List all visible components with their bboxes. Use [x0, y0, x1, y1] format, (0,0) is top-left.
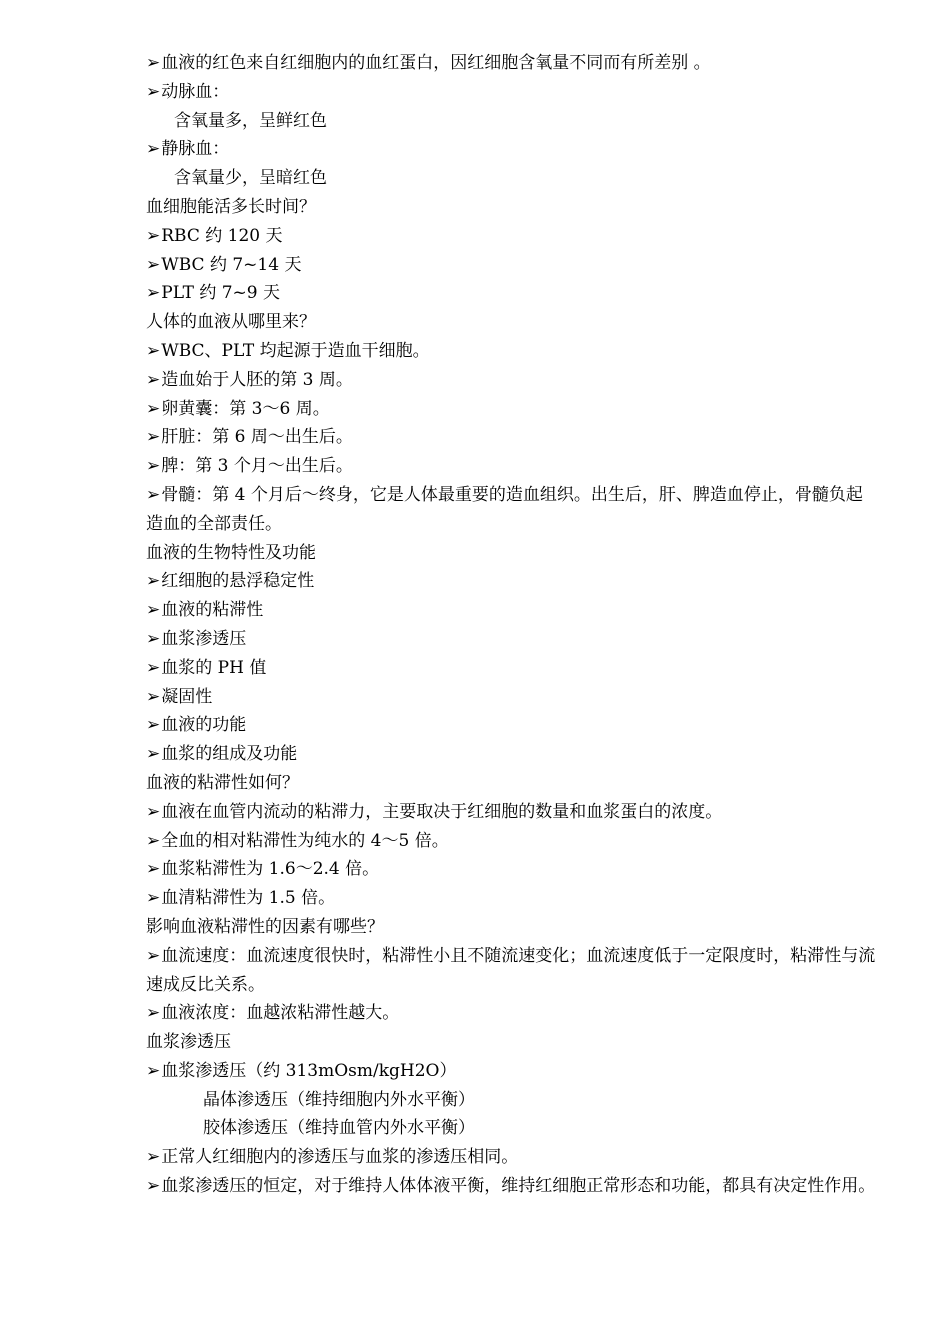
arrow-bullet-icon: ➢ [146, 398, 161, 419]
arrow-bullet-icon: ➢ [146, 1003, 161, 1024]
bullet-item [146, 999, 876, 1028]
bullet-item [146, 279, 876, 308]
line-text: 血浆的 PH 值 [161, 657, 267, 678]
line-text: 正常人红细胞内的渗透压与血浆的渗透压相同。 [161, 1147, 519, 1168]
arrow-bullet-icon: ➢ [146, 1147, 161, 1168]
bullet-item [146, 567, 876, 596]
arrow-bullet-icon: ➢ [146, 686, 161, 707]
line-text: 人体的血液从哪里来？ [146, 312, 316, 333]
arrow-bullet-icon: ➢ [146, 369, 161, 390]
line-text: 胶体渗透压（维持血管内外水平衡） [203, 1118, 475, 1139]
bullet-item [146, 481, 876, 539]
indented-line [146, 164, 876, 193]
bullet-item [146, 711, 876, 740]
bullet-item [146, 337, 876, 366]
bullet-item [146, 251, 876, 280]
arrow-bullet-icon: ➢ [146, 945, 161, 966]
arrow-bullet-icon: ➢ [146, 254, 161, 275]
bullet-item [146, 625, 876, 654]
line-text: 血浆渗透压的恒定，对于维持人体体液平衡，维持红细胞正常形态和功能，都具有决定性作用。 [161, 1176, 876, 1197]
line-text: 含氧量多，呈鲜红色 [174, 110, 327, 131]
arrow-bullet-icon: ➢ [146, 715, 161, 736]
bullet-item [146, 49, 876, 78]
bullet-item [146, 683, 876, 712]
bullet-item [146, 1172, 876, 1201]
bullet-item [146, 135, 876, 164]
heading-line [146, 1028, 876, 1057]
arrow-bullet-icon: ➢ [146, 484, 161, 505]
arrow-bullet-icon: ➢ [146, 888, 161, 909]
line-text: 红细胞的悬浮稳定性 [161, 571, 315, 592]
bullet-item [146, 78, 876, 107]
line-text: 血细胞能活多长时间？ [146, 196, 316, 217]
arrow-bullet-icon: ➢ [146, 53, 161, 73]
line-text: 动脉血： [161, 81, 230, 102]
bullet-item [146, 942, 876, 1000]
bullet-item [146, 366, 876, 395]
indented-line [146, 1086, 876, 1115]
arrow-bullet-icon: ➢ [146, 744, 161, 765]
line-text: RBC 约 120 天 [161, 225, 283, 246]
line-text: 卵黄囊：第 3～6 周。 [161, 398, 330, 419]
bullet-item [146, 452, 876, 481]
arrow-bullet-icon: ➢ [146, 1176, 161, 1197]
arrow-bullet-icon: ➢ [146, 628, 161, 649]
arrow-bullet-icon: ➢ [146, 657, 161, 678]
bullet-item [146, 798, 876, 827]
bullet-item [146, 1057, 876, 1086]
arrow-bullet-icon: ➢ [146, 456, 161, 477]
bullet-item [146, 395, 876, 424]
line-text: 脾：第 3 个月～出生后。 [161, 456, 353, 477]
bullet-item [146, 740, 876, 769]
line-text: 影响血液粘滞性的因素有哪些？ [146, 916, 384, 937]
heading-line [146, 769, 876, 798]
line-text: 血液的生物特性及功能 [146, 542, 316, 563]
line-text: 静脉血： [161, 139, 230, 160]
line-text: 血液浓度：血越浓粘滞性越大。 [161, 1003, 400, 1024]
line-text: 血流速度：血流速度很快时，粘滞性小且不随流速变化；血流速度低于一定限度时，粘滞性与流速成反比关系。 [146, 945, 876, 995]
line-text: WBC、PLT 均起源于造血干细胞。 [161, 340, 430, 361]
bullet-item [146, 596, 876, 625]
indented-line [146, 107, 876, 136]
line-text: 全血的相对粘滞性为纯水的 4～5 倍。 [161, 830, 449, 851]
arrow-bullet-icon: ➢ [146, 139, 161, 160]
line-text: 血浆粘滞性为 1.6～2.4 倍。 [161, 859, 380, 880]
line-text: 含氧量少，呈暗红色 [174, 168, 327, 189]
arrow-bullet-icon: ➢ [146, 571, 161, 592]
bullet-item [146, 855, 876, 884]
line-text: 晶体渗透压（维持细胞内外水平衡） [203, 1089, 475, 1110]
heading-line [146, 913, 876, 942]
bullet-item [146, 654, 876, 683]
document-body [146, 49, 876, 1201]
line-text: 血液的功能 [161, 715, 247, 736]
line-text: 血液在血管内流动的粘滞力，主要取决于红细胞的数量和血浆蛋白的浓度。 [161, 801, 723, 822]
indented-line [146, 1114, 876, 1143]
heading-line [146, 308, 876, 337]
line-text: PLT 约 7~9 天 [161, 283, 281, 304]
arrow-bullet-icon: ➢ [146, 600, 161, 621]
arrow-bullet-icon: ➢ [146, 81, 161, 102]
arrow-bullet-icon: ➢ [146, 427, 161, 448]
arrow-bullet-icon: ➢ [146, 801, 161, 822]
line-text: 血液的粘滞性如何？ [146, 772, 299, 793]
arrow-bullet-icon: ➢ [146, 1060, 161, 1081]
bullet-item [146, 423, 876, 452]
line-text: 血液的粘滞性 [161, 600, 264, 621]
line-text: 血液的红色来自红细胞内的血红蛋白，因红细胞含氧量不同而有所差别 。 [161, 53, 711, 73]
line-text: 骨髓：第 4 个月后～终身，它是人体最重要的造血组织。出生后，肝、脾造血停止，骨髓负起造血的全部责任。 [146, 484, 863, 534]
bullet-item [146, 884, 876, 913]
line-text: 血清粘滞性为 1.5 倍。 [161, 888, 336, 909]
heading-line [146, 539, 876, 568]
arrow-bullet-icon: ➢ [146, 830, 161, 851]
line-text: 造血始于人胚的第 3 周。 [161, 369, 353, 390]
line-text: WBC 约 7~14 天 [161, 254, 302, 275]
arrow-bullet-icon: ➢ [146, 340, 161, 361]
line-text: 血浆的组成及功能 [161, 744, 298, 765]
line-text: 凝固性 [161, 686, 213, 707]
line-text: 血浆渗透压 [146, 1032, 231, 1053]
bullet-item [146, 1143, 876, 1172]
heading-line [146, 193, 876, 222]
line-text: 血浆渗透压 [161, 628, 247, 649]
line-text: 血浆渗透压（约 313mOsm/kgH2O） [161, 1060, 457, 1081]
bullet-item [146, 222, 876, 251]
arrow-bullet-icon: ➢ [146, 283, 161, 304]
arrow-bullet-icon: ➢ [146, 859, 161, 880]
line-text: 肝脏：第 6 周～出生后。 [161, 427, 353, 448]
bullet-item [146, 827, 876, 856]
arrow-bullet-icon: ➢ [146, 225, 161, 246]
